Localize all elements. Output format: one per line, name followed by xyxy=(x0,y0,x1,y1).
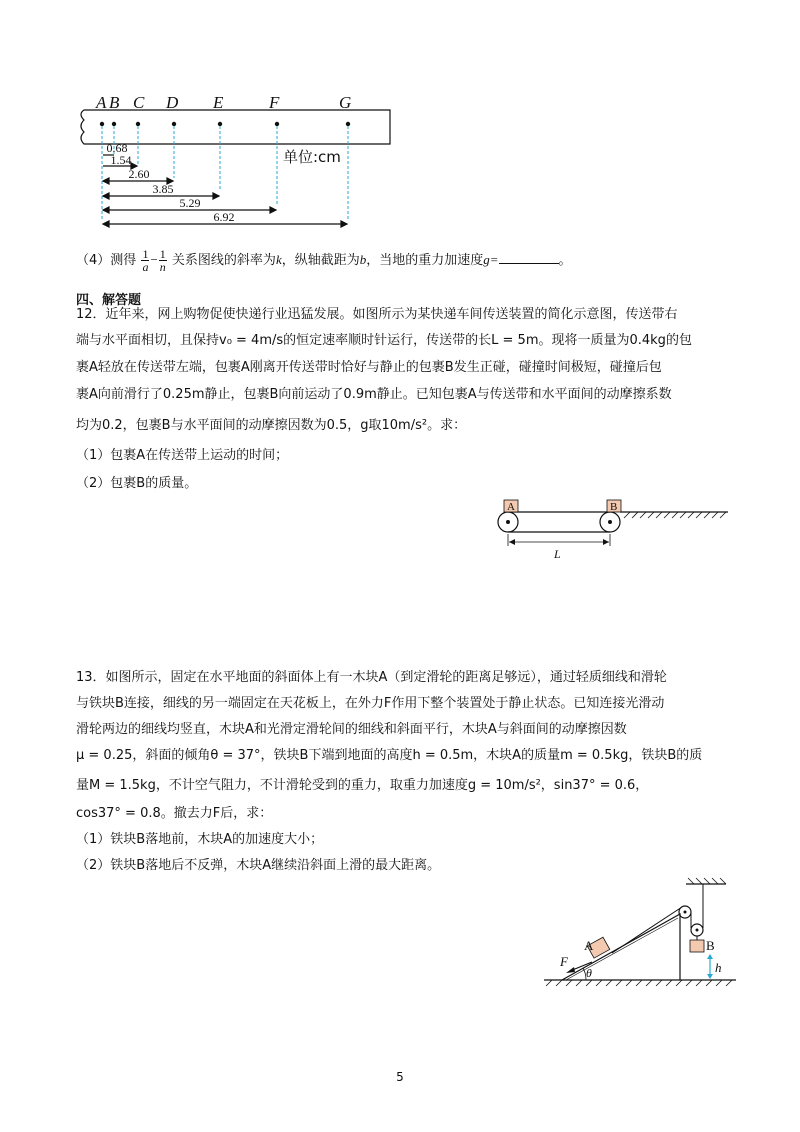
q12-line: 裹A轻放在传送带左端，包裹A刚离开传送带时恰好与静止的包裹B发生正碰，碰撞时间极短，碰撞后包 xyxy=(76,360,662,375)
q11-part4-number: （4） xyxy=(76,253,111,268)
block-b xyxy=(690,940,704,952)
page-number: 5 xyxy=(396,1070,404,1084)
h-label: h xyxy=(715,960,722,975)
incline-pulley-figure xyxy=(540,874,740,994)
q11-part4-text-before: 测得 xyxy=(110,253,137,268)
tape-point-label: B xyxy=(109,93,120,112)
theta-label: θ xyxy=(586,966,592,980)
block-a-label: A xyxy=(584,938,594,953)
q13-line: μ = 0.25，斜面的倾角θ = 37°，铁块B下端到地面的高度h = 0.5m，木块A的质量m = 0.5kg，铁块B的质 xyxy=(76,748,703,763)
q12-subquestion: （1）包裹A在传送带上运动的时间； xyxy=(76,448,289,463)
tape-figure xyxy=(0,0,800,240)
answer-blank[interactable] xyxy=(499,250,559,264)
q12-line: 裹A向前滑行了0.25m静止，包裹B向前运动了0.9m静止。已知包裹A与传送带和水平面间的动摩擦系数 xyxy=(76,387,672,402)
tape-dot xyxy=(172,122,176,126)
tape-point-label: D xyxy=(166,93,179,112)
q13-line: 与铁块B连接，细线的另一端固定在天花板上，在外力F作用下整个装置处于静止状态。已知连接光滑动 xyxy=(76,696,665,711)
q12-line: 12．近年来，网上购物促使快递行业迅猛发展。如图所示为某快递车间传送装置的简化示意图，传送带右 xyxy=(76,307,678,322)
tape-distance: 5.29 xyxy=(179,196,201,210)
tape-point-label: G xyxy=(339,93,352,112)
package-b-label: B xyxy=(610,501,618,513)
tape-distance: 6.92 xyxy=(213,210,235,224)
q13-line: cos37° = 0.8。撤去力F后，求： xyxy=(76,806,273,821)
q13-subquestion: （2）铁块B落地后不反弹，木块A继续沿斜面上滑的最大距离。 xyxy=(76,858,441,873)
q12-subquestion: （2）包裹B的质量。 xyxy=(76,476,198,491)
q13-subquestion: （1）铁块B落地前，木块A的加速度大小； xyxy=(76,832,324,847)
q11-part4-text-after: 关系图线的斜率为 xyxy=(171,253,276,268)
force-f-label: F xyxy=(560,954,568,969)
tape-point-label: E xyxy=(213,93,224,112)
q11-part4: （4）测得 $\frac{1}{a}$ − $\frac{1}{n}$ 关系图线的斜率为k，纵轴截距为b，当地的重力加速度g= 。 xyxy=(76,247,572,274)
q12-line: 端与水平面相切，且保持v₀ = 4m/s的恒定速率顺时针运行，传送带的长L = 5m。现将一质量为0.4kg的包 xyxy=(76,333,692,348)
tape-dot xyxy=(275,122,279,126)
tape-distance: 1.54 xyxy=(110,153,132,167)
block-b-label: B xyxy=(706,938,715,953)
tape-point-label: F xyxy=(269,93,280,112)
tape-dot xyxy=(218,122,222,126)
tape-dot xyxy=(112,122,116,126)
tape-dot xyxy=(136,122,140,126)
conveyor-figure xyxy=(490,498,750,568)
q12-line: 均为0.2，包裹B与水平面间的动摩擦因数为0.5，g取10m/s²。求： xyxy=(76,418,467,433)
tape-distance: 0.68 xyxy=(106,141,128,155)
tape-distance: 2.60 xyxy=(128,167,150,181)
tape-point-label: C xyxy=(133,93,145,112)
tape-distance: 3.85 xyxy=(152,182,174,196)
package-a-label: A xyxy=(507,501,515,513)
q13-line: 滑轮两边的细线均竖直，木块A和光滑定滑轮间的细线和斜面平行，木块A与斜面间的动摩擦因数 xyxy=(76,722,627,737)
tape-point-label: A xyxy=(96,93,107,112)
tape-dot xyxy=(346,122,350,126)
fraction-1-over-n: $\frac{1}{n}$ xyxy=(159,247,166,274)
tape-unit-label: 单位:cm xyxy=(283,148,341,166)
tape-dot xyxy=(100,122,104,126)
fraction-1-over-a: $\frac{1}{a}$ xyxy=(142,247,149,274)
section-title: 四、解答题 xyxy=(76,293,142,308)
q13-line: 量M = 1.5kg，不计空气阻力，不计滑轮受到的重力，取重力加速度g = 10m/s²，sin37° = 0.6， xyxy=(76,778,649,793)
q13-line: 13．如图所示，固定在水平地面的斜面体上有一木块A（到定滑轮的距离足够远），通过轻质细线和滑轮 xyxy=(76,670,667,685)
length-label: L xyxy=(554,547,561,561)
